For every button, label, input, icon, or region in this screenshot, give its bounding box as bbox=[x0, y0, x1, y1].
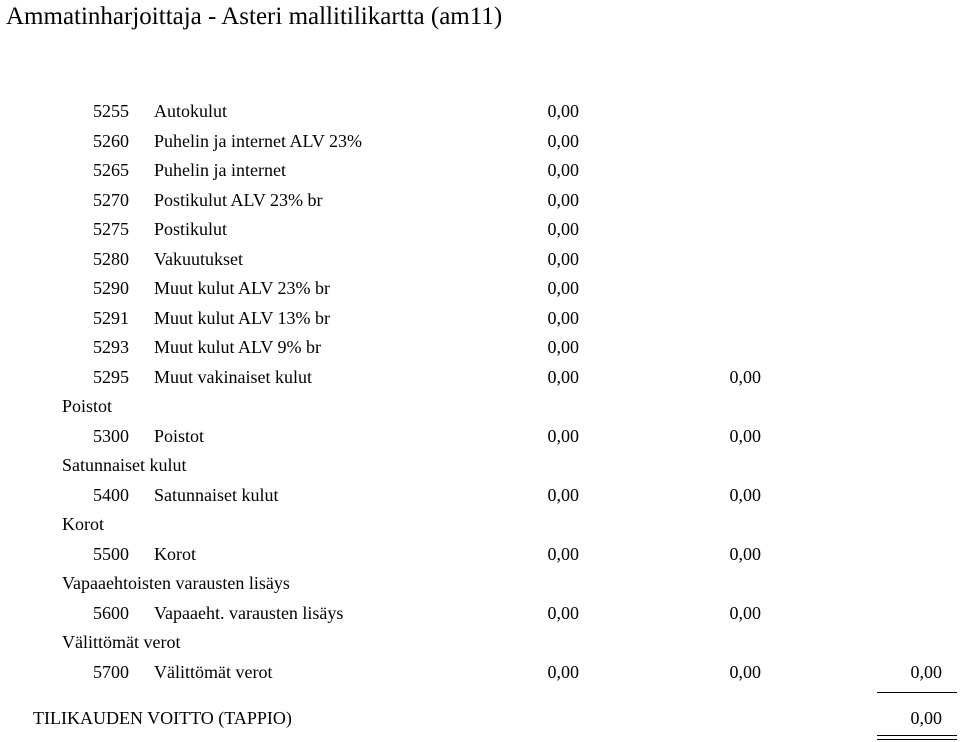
account-code: 5290 bbox=[93, 278, 129, 298]
section-heading-row bbox=[0, 451, 960, 481]
account-name: Puhelin ja internet bbox=[154, 160, 286, 180]
account-name: Muut kulut ALV 23% br bbox=[154, 278, 331, 298]
amount-column-1: 0,00 bbox=[547, 484, 579, 505]
account-name: Puhelin ja internet ALV 23% bbox=[154, 130, 362, 151]
amount-column-1: 0,00 bbox=[547, 130, 579, 151]
account-code: 5291 bbox=[93, 307, 129, 328]
account-row bbox=[0, 363, 960, 393]
account-row bbox=[0, 245, 960, 275]
account-code: 5500 bbox=[93, 543, 129, 564]
account-name: Muut kulut ALV 13% br bbox=[154, 307, 331, 328]
section-heading: Poistot bbox=[62, 396, 113, 416]
amount-column-2: 0,00 bbox=[729, 425, 761, 446]
account-code: 5300 bbox=[93, 425, 129, 446]
account-row bbox=[0, 422, 960, 452]
account-name: Satunnaiset kulut bbox=[154, 484, 279, 505]
account-code: 5700 bbox=[93, 661, 129, 682]
account-name: Vapaaeht. varausten lisäys bbox=[154, 602, 344, 623]
amount-column-2: 0,00 bbox=[729, 366, 761, 387]
account-code: 5280 bbox=[93, 248, 129, 269]
amount-column-1: 0,00 bbox=[547, 425, 579, 446]
section-heading: Satunnaiset kulut bbox=[62, 455, 187, 475]
total-label: TILIKAUDEN VOITTO (TAPPIO) bbox=[33, 708, 292, 728]
subtotal-rule bbox=[877, 692, 957, 693]
amount-column-1: 0,00 bbox=[547, 160, 579, 180]
account-name: Poistot bbox=[154, 425, 205, 446]
double-rule-bottom bbox=[877, 739, 957, 740]
section-heading-row bbox=[0, 569, 960, 599]
amount-column-3: 0,00 bbox=[910, 661, 942, 682]
account-row bbox=[0, 215, 960, 245]
amount-column-1: 0,00 bbox=[547, 219, 579, 239]
account-row bbox=[0, 481, 960, 511]
section-heading-row bbox=[0, 392, 960, 422]
account-name: Autokulut bbox=[154, 101, 228, 121]
section-heading: Vapaaehtoisten varausten lisäys bbox=[62, 573, 290, 593]
account-row bbox=[0, 156, 960, 186]
account-code: 5255 bbox=[93, 101, 129, 121]
section-heading: Välittömät verot bbox=[62, 632, 181, 652]
account-name: Postikulut ALV 23% br bbox=[154, 189, 323, 210]
account-code: 5265 bbox=[93, 160, 129, 180]
account-code: 5295 bbox=[93, 366, 129, 387]
account-row bbox=[0, 186, 960, 216]
account-code: 5400 bbox=[93, 484, 129, 505]
account-name: Postikulut bbox=[154, 219, 228, 239]
account-row bbox=[0, 97, 960, 127]
account-row bbox=[0, 274, 960, 304]
ledger-rows bbox=[0, 97, 960, 687]
amount-column-1: 0,00 bbox=[547, 307, 579, 328]
amount-column-2: 0,00 bbox=[729, 661, 761, 682]
amount-column-1: 0,00 bbox=[547, 101, 579, 121]
amount-column-2: 0,00 bbox=[729, 602, 761, 623]
amount-column-1: 0,00 bbox=[547, 337, 579, 357]
account-code: 5270 bbox=[93, 189, 129, 210]
account-row bbox=[0, 127, 960, 157]
account-code: 5293 bbox=[93, 337, 129, 357]
account-code: 5275 bbox=[93, 219, 129, 239]
account-name: Välittömät verot bbox=[154, 661, 273, 682]
account-name: Vakuutukset bbox=[154, 248, 243, 269]
amount-column-1: 0,00 bbox=[547, 248, 579, 269]
amount-column-1: 0,00 bbox=[547, 661, 579, 682]
section-heading-row bbox=[0, 628, 960, 658]
report-title: Ammatinharjoittaja - Asteri mallitilikartta (am11) bbox=[6, 3, 503, 30]
amount-column-1: 0,00 bbox=[547, 366, 579, 387]
account-row bbox=[0, 599, 960, 629]
total-value: 0,00 bbox=[910, 708, 942, 728]
amount-column-2: 0,00 bbox=[729, 543, 761, 564]
amount-column-1: 0,00 bbox=[547, 189, 579, 210]
account-code: 5600 bbox=[93, 602, 129, 623]
account-row bbox=[0, 333, 960, 363]
total-row bbox=[0, 703, 960, 733]
account-name: Muut vakinaiset kulut bbox=[154, 366, 312, 387]
account-code: 5260 bbox=[93, 130, 129, 151]
double-rule-top bbox=[877, 735, 957, 736]
account-row bbox=[0, 658, 960, 688]
amount-column-1: 0,00 bbox=[547, 602, 579, 623]
account-row bbox=[0, 304, 960, 334]
section-heading-row bbox=[0, 510, 960, 540]
amount-column-1: 0,00 bbox=[547, 543, 579, 564]
amount-column-1: 0,00 bbox=[547, 278, 579, 298]
account-name: Korot bbox=[154, 543, 196, 564]
section-heading: Korot bbox=[62, 514, 104, 534]
account-row bbox=[0, 540, 960, 570]
account-name: Muut kulut ALV 9% br bbox=[154, 337, 322, 357]
amount-column-2: 0,00 bbox=[729, 484, 761, 505]
